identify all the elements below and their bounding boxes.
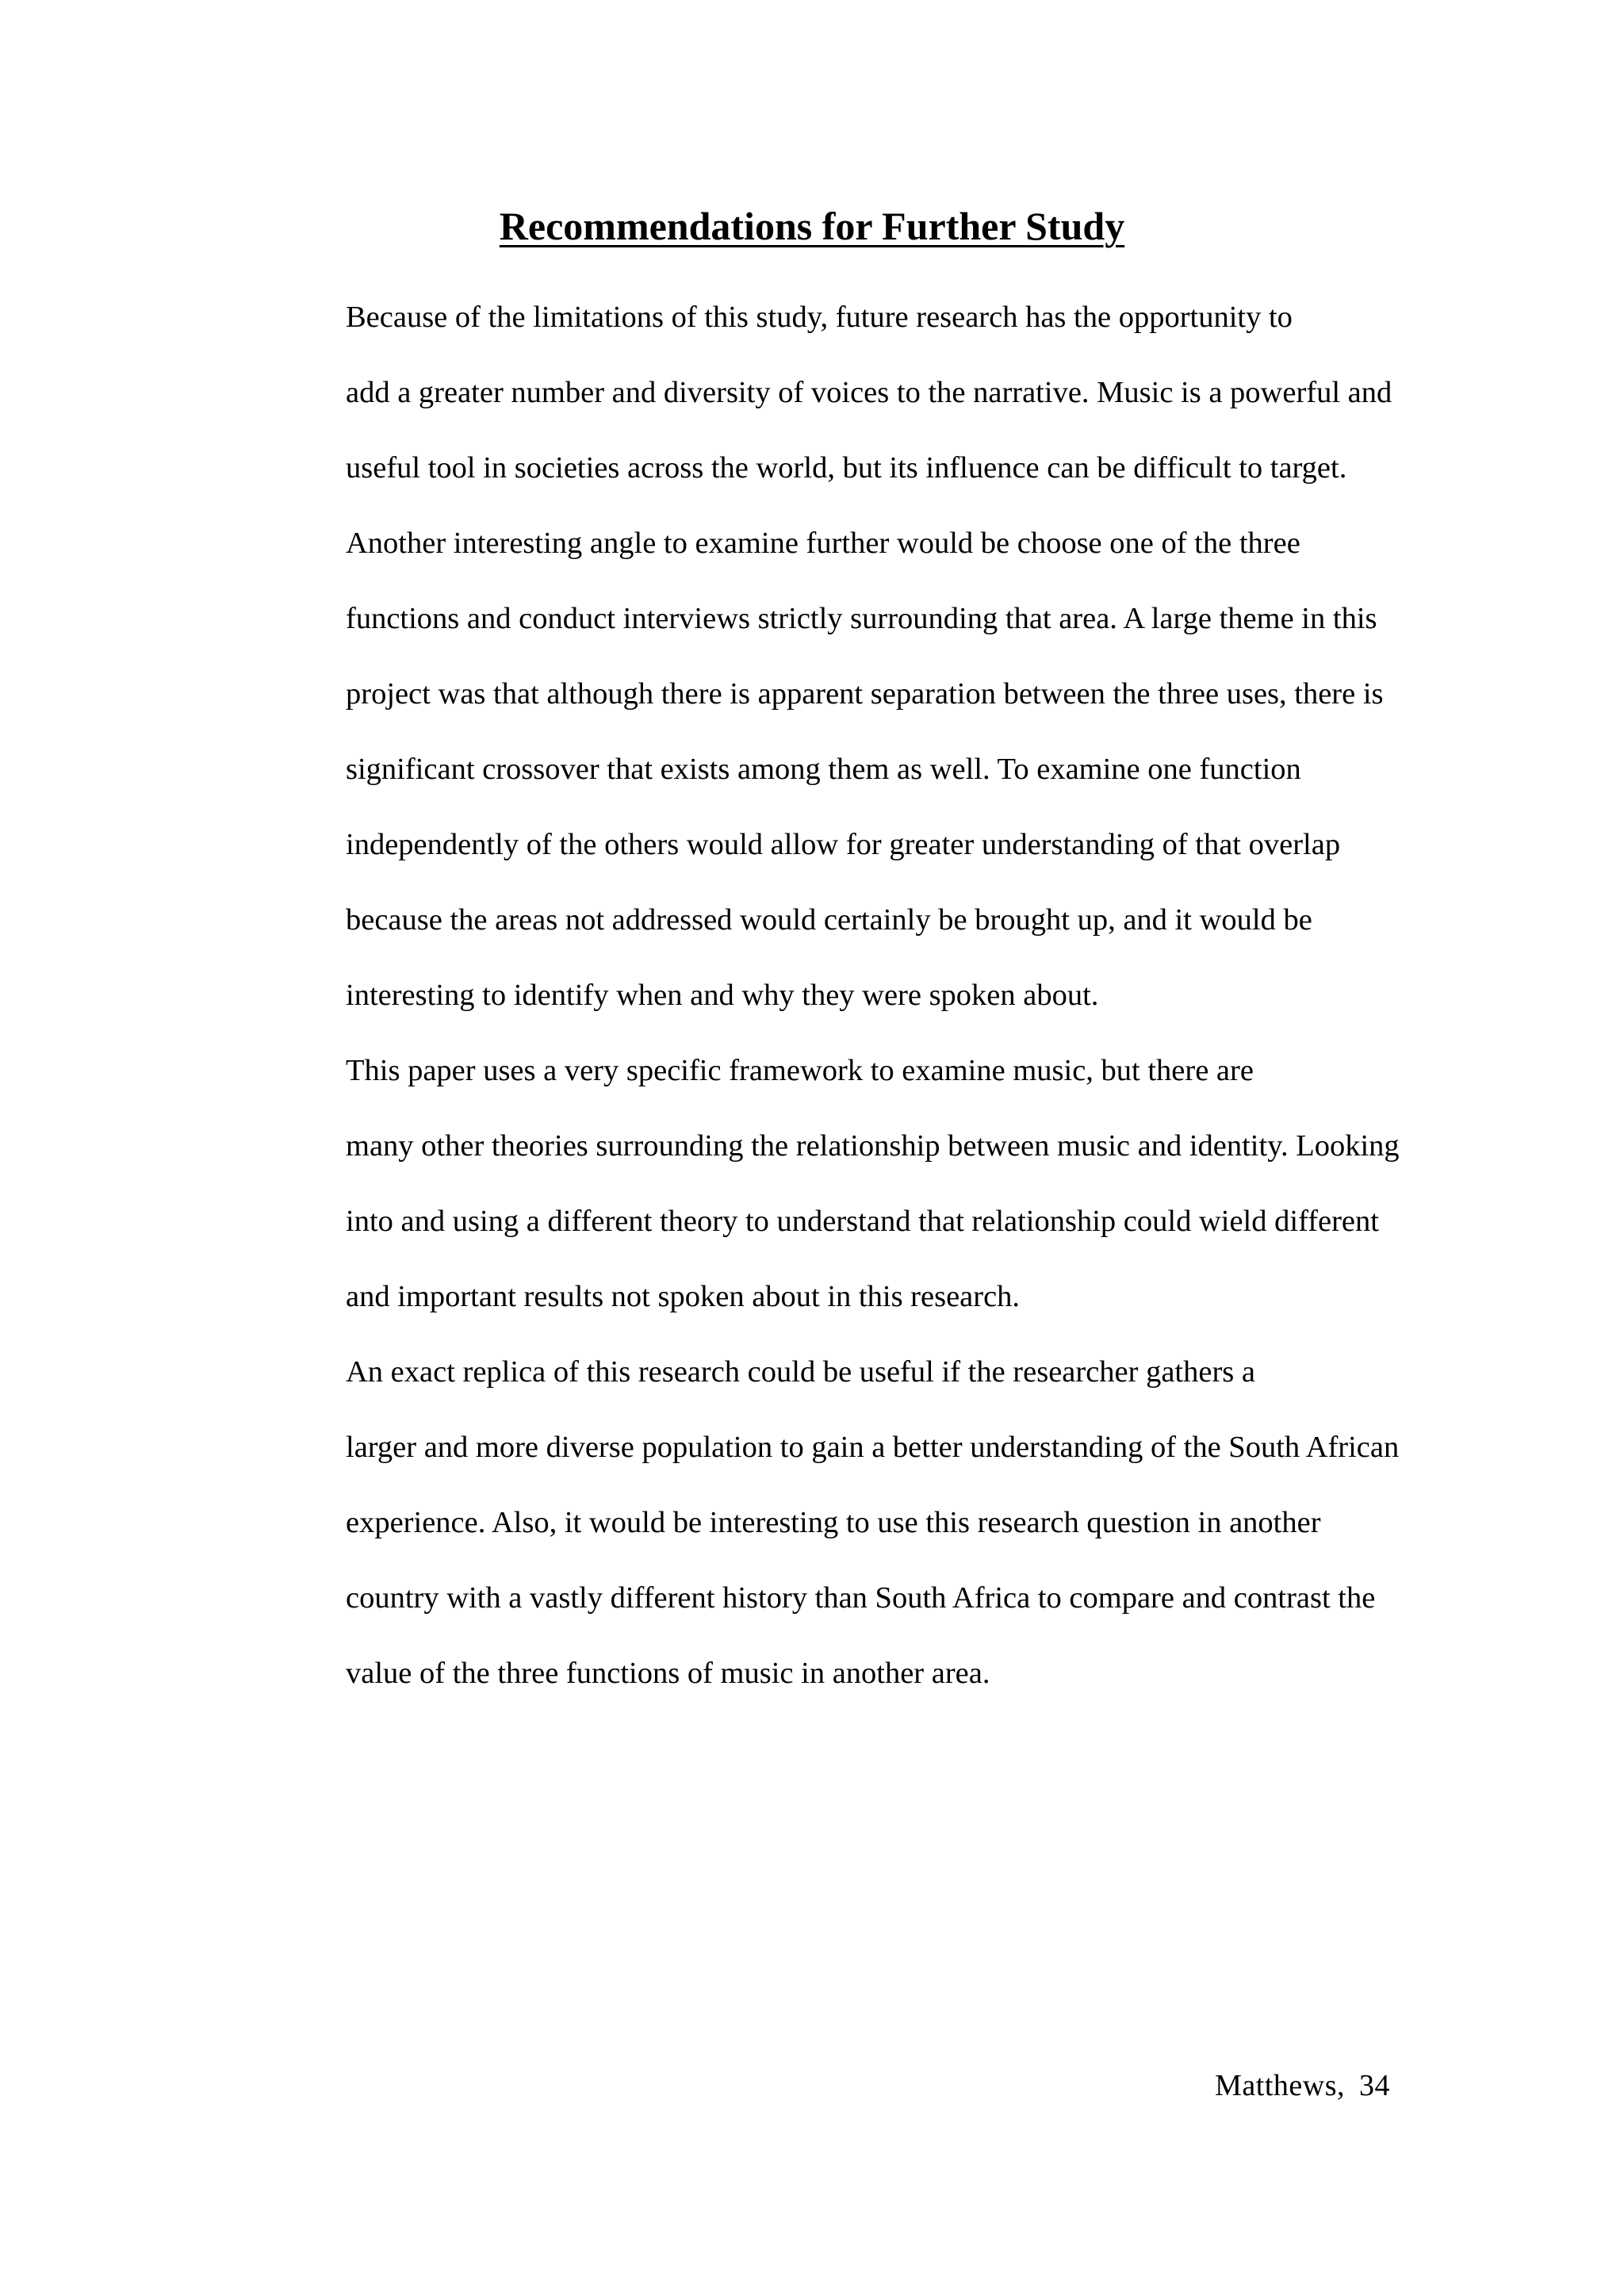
text-line: larger and more diverse population to gain a better understanding of the South African [346, 1431, 1400, 1464]
text-line: value of the three functions of music in another area. [346, 1657, 990, 1690]
text-line: Because of the limitations of this study, future research has the opportunity to [346, 301, 1293, 334]
page-footer [1215, 2062, 1390, 2109]
page-number: 34 [1359, 2069, 1390, 2102]
text-line: many other theories surrounding the relationship between music and identity. Looking [346, 1129, 1400, 1163]
body-text [247, 280, 1400, 1711]
text-line: Another interesting angle to examine further would be choose one of the three [346, 527, 1300, 560]
text-line: This paper uses a very specific framework to examine music, but there are [346, 1054, 1254, 1087]
text-line: project was that although there is apparent separation between the three uses, there is [346, 677, 1384, 711]
text-line: into and using a different theory to understand that relationship could wield different [346, 1205, 1379, 1238]
footer-author: Matthews, [1215, 2069, 1345, 2102]
text-line: independently of the others would allow for greater understanding of that overlap [346, 828, 1341, 861]
text-line: and important results not spoken about in this research. [346, 1280, 1021, 1313]
text-line: experience. Also, it would be interesting to use this research question in another [346, 1506, 1321, 1539]
text-line: useful tool in societies across the world, but its influence can be difficult to target. [346, 451, 1347, 485]
paragraph-2 [247, 1033, 1400, 1335]
text-line: significant crossover that exists among them as well. To examine one function [346, 753, 1301, 786]
section-heading: Recommendations for Further Study [499, 204, 1125, 248]
text-line: interesting to identify when and why they were spoken about. [346, 979, 1099, 1012]
text-line: country with a vastly different history than South Africa to compare and contrast the [346, 1581, 1376, 1615]
paragraph-3 [247, 1335, 1400, 1711]
text-line: add a greater number and diversity of voices to the narrative. Music is a powerful and [346, 376, 1392, 409]
text-line: because the areas not addressed would certainly be brought up, and it would be [346, 903, 1312, 937]
text-line: An exact replica of this research could be useful if the researcher gathers a [346, 1355, 1255, 1389]
paragraph-1 [247, 280, 1392, 1033]
text-line: functions and conduct interviews strictly surrounding that area. A large theme in this [346, 602, 1377, 635]
